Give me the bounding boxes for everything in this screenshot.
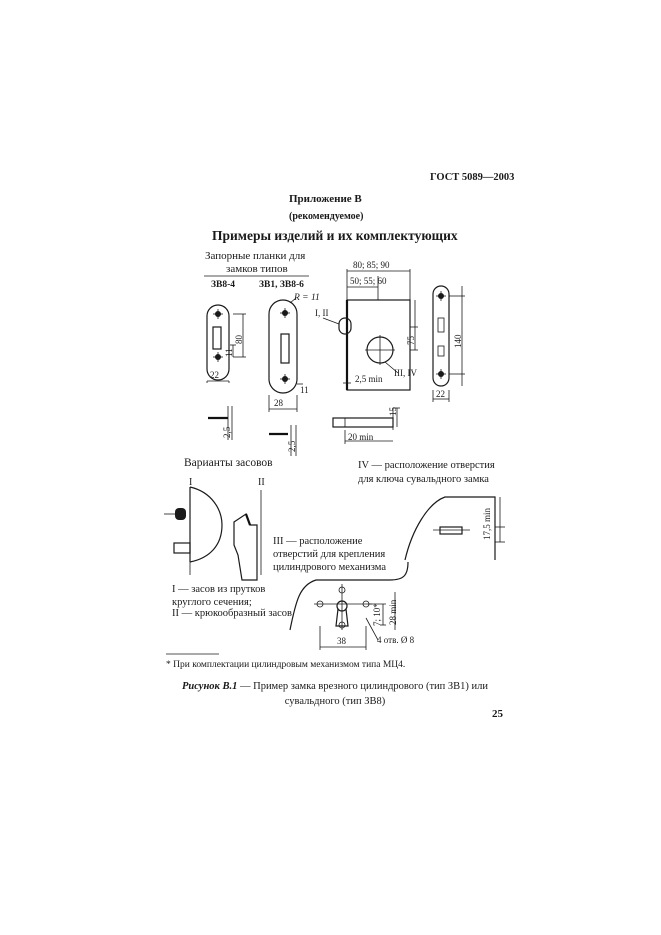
dim-top-2: 50; 55; 60 [350, 276, 387, 286]
appendix-title: Приложение В [289, 193, 362, 205]
dim-11-b: 11 [300, 385, 309, 395]
strike-plate-zv1 [269, 298, 309, 412]
faceplate [433, 286, 465, 402]
cylinder-holes-caption: III — расположение отверстий для крепления цилиндрового механизма [273, 536, 387, 573]
dim-28-min: 28 min [388, 599, 398, 625]
bolt-legend-1: I — засов из прутков круглого сечения; [172, 584, 266, 608]
bolt-variants-title: Варианты засовов [184, 457, 273, 469]
standard-header: ГОСТ 5089—2003 [430, 172, 515, 183]
strike-plate-col-2: ЗВ1, ЗВ8-6 [259, 280, 304, 290]
figure-caption-text: — Пример замка врезного цилиндрового (тип ЗВ1) или сувальдного (тип ЗВ8) [239, 681, 489, 707]
dim-7-10: 7; 10* [372, 603, 382, 626]
cylinder-holes-location [290, 562, 415, 650]
dim-holes: 4 отв. Ø 8 [377, 635, 415, 645]
dim-2-5-min: 2,5 min [355, 374, 383, 384]
figure-label: Рисунок В.1 [181, 681, 238, 692]
dim-140: 140 [453, 334, 463, 348]
appendix-note: (рекомендуемое) [289, 211, 364, 222]
dim-2-5-b: 2,5 [287, 440, 297, 452]
bolt-detail [333, 407, 400, 445]
key-hole-location [405, 497, 505, 560]
strike-plate-col-1: ЗВ8-4 [211, 280, 236, 290]
strike-plate-zv8-4 [207, 305, 246, 383]
dim-2-5-a: 2,5 [222, 426, 232, 438]
label-iii-iv: III, IV [394, 368, 417, 378]
strike-plates-caption-2: замков типов [226, 263, 288, 275]
bolt-variant-2 [234, 490, 261, 580]
dim-22-right: 22 [436, 389, 445, 399]
dim-38: 38 [337, 636, 346, 646]
bolt-legend-2: II — крюкообразный засов [172, 608, 293, 619]
radius-label: R = 11 [294, 293, 320, 303]
dim-15: 15 [388, 407, 398, 416]
dim-11-a: 11 [224, 348, 234, 357]
label-i-ii: I, II [315, 308, 329, 318]
dim-20-min: 20 min [348, 432, 374, 442]
bolt-label-1: I [189, 477, 193, 488]
dim-top-1: 80; 85; 90 [353, 260, 390, 270]
dim-22-left: 22 [210, 370, 219, 380]
appendix-heading: Примеры изделий и их комплектующих [212, 228, 458, 243]
dim-17-5-min: 17,5 min [482, 507, 492, 540]
dim-75: 75 [406, 336, 416, 345]
bolt-variant-1 [164, 487, 222, 575]
strike-plate-side-view-1 [208, 406, 232, 440]
lock-body [315, 260, 418, 390]
page-number: 25 [492, 708, 503, 720]
key-hole-caption: IV — расположение отверстия для ключа сувальдного замка [358, 460, 495, 485]
strike-plate-side-view-2 [269, 425, 297, 456]
footnote: * При комплектации цилиндровым механизмом типа МЦ4. [166, 660, 406, 670]
dim-80: 80 [234, 335, 244, 344]
dim-28: 28 [274, 398, 283, 408]
strike-plates-caption-1: Запорные планки для [205, 250, 306, 262]
bolt-label-2: II [258, 477, 265, 488]
